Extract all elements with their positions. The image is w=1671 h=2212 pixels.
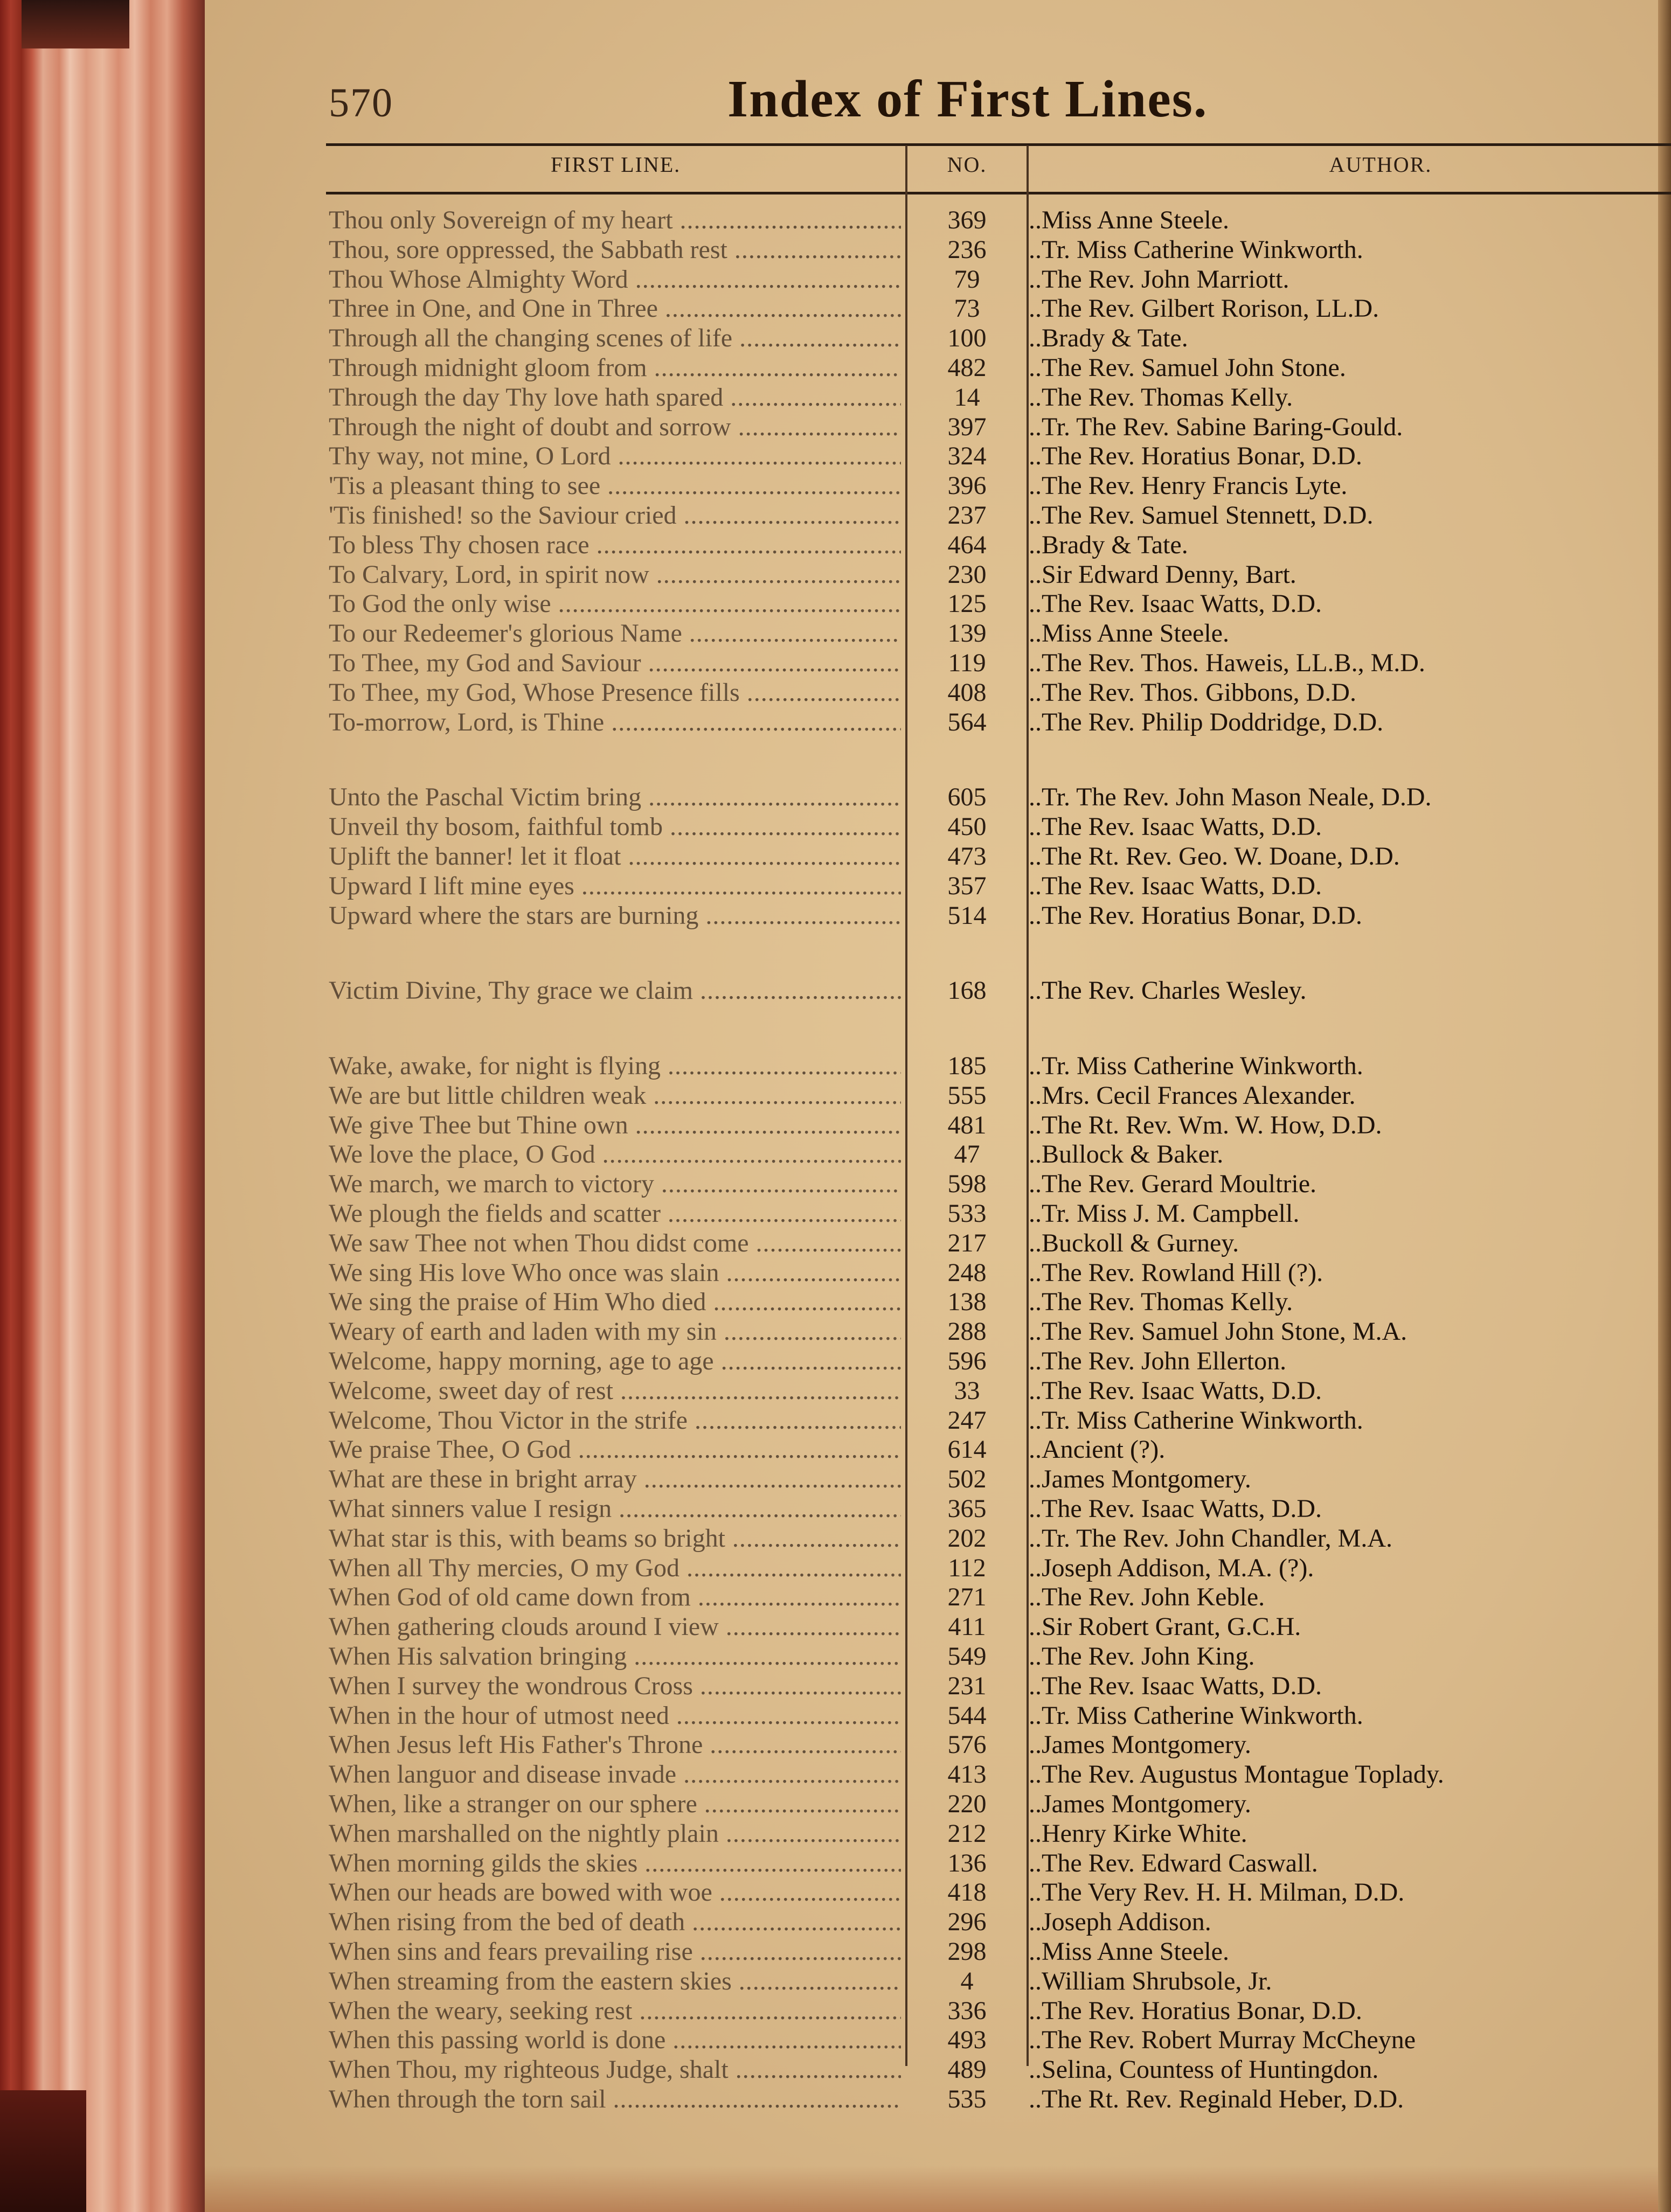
first-line-text: Thou, sore oppressed, the Sabbath rest ..... xyxy=(329,235,901,265)
hymn-number: 112 xyxy=(948,1554,986,1582)
author-text: ..Tr. Miss J. M. Campbell. xyxy=(1029,1199,1300,1228)
index-row xyxy=(205,442,1658,471)
index-row xyxy=(205,1140,1658,1169)
first-line-text: When in the hour of utmost need ..... xyxy=(329,1701,901,1730)
hymn-number: 336 xyxy=(947,1997,987,2025)
index-row xyxy=(205,649,1658,678)
hymn-number: 576 xyxy=(947,1730,987,1759)
author-text: ..James Montgomery. xyxy=(1029,1790,1251,1818)
author-text: ..The Rt. Rev. Reginald Heber, D.D. xyxy=(1029,2085,1404,2113)
first-line-text: We love the place, O God ..... xyxy=(329,1140,901,1169)
column-header-first-line: FIRST LINE. xyxy=(550,152,681,177)
hymn-number: 489 xyxy=(947,2055,987,2084)
index-row xyxy=(205,1849,1658,1878)
index-row xyxy=(205,976,1658,1005)
index-row xyxy=(205,842,1658,871)
author-text: ..The Rev. Rowland Hill (?). xyxy=(1029,1258,1323,1287)
hymn-number: 413 xyxy=(947,1760,987,1789)
index-row xyxy=(205,1347,1658,1376)
hymn-number: 418 xyxy=(947,1878,987,1907)
first-line-text: When gathering clouds around I view ..... xyxy=(329,1612,901,1641)
first-line-text: We praise Thee, O God ..... xyxy=(329,1435,901,1464)
index-row xyxy=(205,1878,1658,1907)
first-line-text: 'Tis a pleasant thing to see ..... xyxy=(329,471,901,500)
hymn-number: 549 xyxy=(947,1642,987,1671)
first-line-text: Welcome, happy morning, age to age ..... xyxy=(329,1347,901,1376)
index-row xyxy=(205,1908,1658,1937)
hymn-number: 544 xyxy=(947,1701,987,1730)
first-line-text: When our heads are bowed with woe ..... xyxy=(329,1878,901,1907)
index-row xyxy=(205,1376,1658,1406)
index-row xyxy=(205,1554,1658,1583)
first-line-text: When I survey the wondrous Cross ..... xyxy=(329,1672,901,1701)
first-line-text: To God the only wise ..... xyxy=(329,589,901,618)
hymn-number: 236 xyxy=(947,235,987,264)
hymn-number: 369 xyxy=(947,206,987,234)
index-row xyxy=(205,2026,1658,2055)
first-line-text: When languor and disease invade ..... xyxy=(329,1760,901,1789)
hymn-number: 247 xyxy=(947,1406,987,1435)
first-line-text: When, like a stranger on our sphere ..... xyxy=(329,1790,901,1819)
hymn-number: 596 xyxy=(947,1347,987,1375)
first-line-text: When through the torn sail ..... xyxy=(329,2085,901,2114)
first-line-text: To Thee, my God and Saviour ..... xyxy=(329,649,901,678)
first-line-text: Welcome, Thou Victor in the strife ..... xyxy=(329,1406,901,1435)
author-text: ..Tr. The Rev. John Mason Neale, D.D. xyxy=(1029,783,1432,811)
author-text: ..Miss Anne Steele. xyxy=(1029,1937,1229,1966)
hymn-number: 217 xyxy=(947,1229,987,1257)
author-text: ..The Rev. Horatius Bonar, D.D. xyxy=(1029,442,1362,470)
index-row xyxy=(205,1790,1658,1819)
index-row xyxy=(205,1937,1658,1966)
hymn-number: 493 xyxy=(947,2026,987,2054)
hymn-number: 185 xyxy=(947,1052,987,1080)
author-text: ..Brady & Tate. xyxy=(1029,531,1188,559)
index-row xyxy=(205,783,1658,812)
author-text: ..James Montgomery. xyxy=(1029,1465,1251,1493)
column-header-author: AUTHOR. xyxy=(1329,152,1432,177)
header-rule-top xyxy=(326,143,1671,146)
author-text: ..The Rt. Rev. Geo. W. Doane, D.D. xyxy=(1029,842,1400,871)
index-row xyxy=(205,1170,1658,1199)
hymn-number: 564 xyxy=(947,708,987,736)
first-line-text: Victim Divine, Thy grace we claim ..... xyxy=(329,976,901,1005)
index-row xyxy=(205,708,1658,737)
author-text: ..The Rev. Augustus Montague Toplady. xyxy=(1029,1760,1444,1789)
hymn-number: 14 xyxy=(954,383,980,412)
author-text: ..The Rev. Robert Murray McCheyne xyxy=(1029,2026,1416,2054)
first-line-text: Weary of earth and laden with my sin ..... xyxy=(329,1317,901,1346)
first-line-text: When morning gilds the skies ..... xyxy=(329,1849,901,1878)
hymn-number: 136 xyxy=(947,1849,987,1877)
index-row xyxy=(205,531,1658,560)
author-text: ..The Rev. Gerard Moultrie. xyxy=(1029,1170,1317,1198)
index-row xyxy=(205,1111,1658,1140)
hymn-number: 231 xyxy=(947,1672,987,1700)
index-row xyxy=(205,413,1658,442)
index-row xyxy=(205,1229,1658,1258)
hymn-number: 357 xyxy=(947,872,987,900)
author-text: ..Bullock & Baker. xyxy=(1029,1140,1224,1168)
first-line-text: Three in One, and One in Three ..... xyxy=(329,294,901,323)
author-text: ..Selina, Countess of Huntingdon. xyxy=(1029,2055,1379,2084)
author-text: ..The Rev. Edward Caswall. xyxy=(1029,1849,1318,1877)
first-line-text: Through the day Thy love hath spared ..... xyxy=(329,383,901,412)
index-row xyxy=(205,1435,1658,1464)
hymn-number: 168 xyxy=(947,976,987,1005)
author-text: ..The Rev. Isaac Watts, D.D. xyxy=(1029,589,1322,618)
author-text: ..James Montgomery. xyxy=(1029,1730,1251,1759)
hymn-number: 296 xyxy=(947,1908,987,1936)
index-row xyxy=(205,1199,1658,1228)
hymn-number: 79 xyxy=(954,265,980,294)
author-text: ..Henry Kirke White. xyxy=(1029,1819,1247,1848)
author-text: ..The Rev. Horatius Bonar, D.D. xyxy=(1029,901,1362,930)
author-text: ..The Rev. Charles Wesley. xyxy=(1029,976,1307,1005)
binding-top-shadow xyxy=(22,0,129,48)
author-text: ..Ancient (?). xyxy=(1029,1435,1166,1464)
hymn-number: 230 xyxy=(947,560,987,589)
first-line-text: To Thee, my God, Whose Presence fills ..... xyxy=(329,678,901,707)
author-text: ..Sir Edward Denny, Bart. xyxy=(1029,560,1296,589)
index-row xyxy=(205,324,1658,353)
hymn-number: 4 xyxy=(960,1967,974,1995)
first-line-text: When rising from the bed of death ..... xyxy=(329,1908,901,1937)
index-row xyxy=(205,265,1658,294)
index-row xyxy=(205,383,1658,412)
book-binding-edge xyxy=(0,0,205,2212)
index-row xyxy=(205,501,1658,530)
first-line-text: We are but little children weak ..... xyxy=(329,1081,901,1110)
hymn-number: 220 xyxy=(947,1790,987,1818)
first-line-text: Unto the Paschal Victim bring ..... xyxy=(329,783,901,812)
first-line-text: To bless Thy chosen race ..... xyxy=(329,531,901,560)
first-line-text: Upward where the stars are burning ..... xyxy=(329,901,901,930)
first-line-text: When this passing world is done ..... xyxy=(329,2026,901,2055)
index-row xyxy=(205,1081,1658,1110)
first-line-text: We give Thee but Thine own ..... xyxy=(329,1111,901,1140)
first-line-text: Through midnight gloom from ..... xyxy=(329,353,901,382)
author-text: ..The Rev. Philip Doddridge, D.D. xyxy=(1029,708,1384,736)
first-line-text: What star is this, with beams so bright ..... xyxy=(329,1524,901,1553)
author-text: ..The Very Rev. H. H. Milman, D.D. xyxy=(1029,1878,1405,1907)
first-line-text: When Jesus left His Father's Throne ..... xyxy=(329,1730,901,1759)
index-row xyxy=(205,1524,1658,1553)
hymn-number: 271 xyxy=(947,1583,987,1611)
first-line-text: Through all the changing scenes of life ..... xyxy=(329,324,901,353)
first-line-text: We sing His love Who once was slain ..... xyxy=(329,1258,901,1288)
index-row xyxy=(205,1288,1658,1317)
hymn-number: 605 xyxy=(947,783,987,811)
hymn-number: 237 xyxy=(947,501,987,530)
index-row xyxy=(205,1730,1658,1759)
first-line-text: To Calvary, Lord, in spirit now ..... xyxy=(329,560,901,589)
first-line-text: When Thou, my righteous Judge, shalt ..... xyxy=(329,2055,901,2084)
author-text: ..The Rev. Isaac Watts, D.D. xyxy=(1029,812,1322,841)
index-row xyxy=(205,1612,1658,1641)
index-row xyxy=(205,812,1658,841)
index-row xyxy=(205,235,1658,265)
hymn-number: 464 xyxy=(947,531,987,559)
author-text: ..Tr. Miss Catherine Winkworth. xyxy=(1029,1052,1363,1080)
first-line-text: Unveil thy bosom, faithful tomb ..... xyxy=(329,812,901,841)
hymn-number: 138 xyxy=(947,1288,987,1316)
hymn-number: 365 xyxy=(947,1494,987,1523)
hymn-number: 598 xyxy=(947,1170,987,1198)
first-line-text: When the weary, seeking rest ..... xyxy=(329,1997,901,2026)
index-row xyxy=(205,589,1658,618)
first-line-text: When marshalled on the nightly plain ..... xyxy=(329,1819,901,1848)
hymn-number: 100 xyxy=(947,324,987,352)
author-text: ..Tr. The Rev. John Chandler, M.A. xyxy=(1029,1524,1392,1553)
author-text: ..The Rev. John Ellerton. xyxy=(1029,1347,1287,1375)
author-text: ..The Rev. Samuel John Stone, M.A. xyxy=(1029,1317,1407,1346)
index-row xyxy=(205,1672,1658,1701)
index-row xyxy=(205,1494,1658,1524)
index-row xyxy=(205,1583,1658,1612)
index-row xyxy=(205,1465,1658,1494)
index-row xyxy=(205,1052,1658,1081)
first-line-text: We plough the fields and scatter ..... xyxy=(329,1199,901,1228)
first-line-text: We sing the praise of Him Who died ..... xyxy=(329,1288,901,1317)
first-line-text: We march, we march to victory ..... xyxy=(329,1170,901,1199)
hymn-number: 119 xyxy=(948,649,986,677)
first-line-text: What are these in bright array ..... xyxy=(329,1465,901,1494)
index-row xyxy=(205,206,1658,235)
hymn-number: 450 xyxy=(947,812,987,841)
index-row xyxy=(205,901,1658,930)
first-line-text: To our Redeemer's glorious Name ..... xyxy=(329,619,901,648)
author-text: ..The Rev. John King. xyxy=(1029,1642,1255,1671)
index-row xyxy=(205,2055,1658,2084)
author-text: ..The Rt. Rev. Wm. W. How, D.D. xyxy=(1029,1111,1382,1139)
first-line-text: When all Thy mercies, O my God ..... xyxy=(329,1554,901,1583)
hymn-number: 248 xyxy=(947,1258,987,1287)
hymn-number: 535 xyxy=(947,2085,987,2113)
author-text: ..The Rev. Henry Francis Lyte. xyxy=(1029,471,1348,500)
hymn-number: 212 xyxy=(947,1819,987,1848)
page-title: Index of First Lines. xyxy=(727,70,1208,128)
hymn-number: 482 xyxy=(947,353,987,382)
hymn-number: 397 xyxy=(947,413,987,441)
first-line-text: Thou only Sovereign of my heart ..... xyxy=(329,206,901,235)
hymn-number: 202 xyxy=(947,1524,987,1553)
index-row xyxy=(205,471,1658,500)
index-row xyxy=(205,1760,1658,1789)
author-text: ..The Rev. Thomas Kelly. xyxy=(1029,1288,1293,1316)
hymn-number: 33 xyxy=(954,1376,980,1405)
author-text: ..Buckoll & Gurney. xyxy=(1029,1229,1239,1257)
hymn-number: 533 xyxy=(947,1199,987,1228)
author-text: ..The Rev. Isaac Watts, D.D. xyxy=(1029,1494,1322,1523)
hymn-number: 288 xyxy=(947,1317,987,1346)
author-text: ..The Rev. Samuel John Stone. xyxy=(1029,353,1346,382)
author-text: ..Mrs. Cecil Frances Alexander. xyxy=(1029,1081,1356,1110)
author-text: ..Joseph Addison, M.A. (?). xyxy=(1029,1554,1314,1582)
index-row xyxy=(205,1258,1658,1288)
hymn-number: 324 xyxy=(947,442,987,470)
first-line-text: When streaming from the eastern skies ..... xyxy=(329,1967,901,1996)
first-line-text: Through the night of doubt and sorrow ..... xyxy=(329,413,901,442)
author-text: ..The Rev. Isaac Watts, D.D. xyxy=(1029,1672,1322,1700)
hymn-number: 73 xyxy=(954,294,980,323)
author-text: ..The Rev. Horatius Bonar, D.D. xyxy=(1029,1997,1362,2025)
index-row xyxy=(205,1701,1658,1730)
author-text: ..William Shrubsole, Jr. xyxy=(1029,1967,1272,1995)
author-text: ..Sir Robert Grant, G.C.H. xyxy=(1029,1612,1301,1641)
hymn-number: 514 xyxy=(947,901,987,930)
first-line-text: To-morrow, Lord, is Thine ..... xyxy=(329,708,901,737)
author-text: ..Brady & Tate. xyxy=(1029,324,1188,352)
hymn-number: 502 xyxy=(947,1465,987,1493)
author-text: ..The Rev. Thos. Gibbons, D.D. xyxy=(1029,678,1356,707)
author-text: ..The Rev. Thos. Haweis, LL.B., M.D. xyxy=(1029,649,1425,677)
hymn-number: 411 xyxy=(948,1612,986,1641)
author-text: ..Tr. The Rev. Sabine Baring-Gould. xyxy=(1029,413,1403,441)
first-line-text: Upward I lift mine eyes ..... xyxy=(329,872,901,901)
author-text: ..The Rev. Isaac Watts, D.D. xyxy=(1029,1376,1322,1405)
index-row xyxy=(205,1819,1658,1848)
first-line-text: When God of old came down from ..... xyxy=(329,1583,901,1612)
index-row xyxy=(205,294,1658,323)
author-text: ..The Rev. Samuel Stennett, D.D. xyxy=(1029,501,1374,530)
index-row xyxy=(205,1642,1658,1671)
header-rule-bottom xyxy=(326,192,1671,194)
hymn-number: 139 xyxy=(947,619,987,648)
hymn-number: 555 xyxy=(947,1081,987,1110)
column-header-number: NO. xyxy=(947,152,987,177)
author-text: ..Tr. Miss Catherine Winkworth. xyxy=(1029,1406,1363,1435)
hymn-number: 408 xyxy=(947,678,987,707)
author-text: ..The Rev. John Marriott. xyxy=(1029,265,1289,294)
book-page xyxy=(205,0,1658,2212)
first-line-text: Thy way, not mine, O Lord ..... xyxy=(329,442,901,471)
author-text: ..Miss Anne Steele. xyxy=(1029,619,1229,648)
author-text: ..The Rev. John Keble. xyxy=(1029,1583,1265,1611)
index-row xyxy=(205,872,1658,901)
first-line-text: When His salvation bringing ..... xyxy=(329,1642,901,1671)
index-row xyxy=(205,1406,1658,1435)
hymn-number: 481 xyxy=(947,1111,987,1139)
index-row xyxy=(205,353,1658,382)
index-row xyxy=(205,1317,1658,1346)
first-line-text: 'Tis finished! so the Saviour cried ..... xyxy=(329,501,901,530)
first-line-text: We saw Thee not when Thou didst come ..... xyxy=(329,1229,901,1258)
index-row xyxy=(205,619,1658,648)
hymn-number: 47 xyxy=(954,1140,980,1168)
index-row xyxy=(205,560,1658,589)
first-line-text: What sinners value I resign ..... xyxy=(329,1494,901,1524)
index-row xyxy=(205,678,1658,707)
author-text: ..The Rev. Isaac Watts, D.D. xyxy=(1029,872,1322,900)
first-line-text: Wake, awake, for night is flying ..... xyxy=(329,1052,901,1081)
hymn-number: 298 xyxy=(947,1937,987,1966)
page-number: 570 xyxy=(329,80,393,126)
hymn-number: 396 xyxy=(947,471,987,500)
hymn-number: 614 xyxy=(947,1435,987,1464)
hymn-number: 125 xyxy=(947,589,987,618)
first-line-text: When sins and fears prevailing rise ..... xyxy=(329,1937,901,1966)
page-bottom-shade xyxy=(205,2166,1658,2212)
author-text: ..Tr. Miss Catherine Winkworth. xyxy=(1029,1701,1363,1730)
author-text: ..Joseph Addison. xyxy=(1029,1908,1211,1936)
first-line-text: Welcome, sweet day of rest ..... xyxy=(329,1376,901,1406)
hymn-number: 473 xyxy=(947,842,987,871)
first-line-text: Thou Whose Almighty Word ..... xyxy=(329,265,901,294)
author-text: ..The Rev. Gilbert Rorison, LL.D. xyxy=(1029,294,1379,323)
index-row xyxy=(205,2085,1658,2114)
author-text: ..The Rev. Thomas Kelly. xyxy=(1029,383,1293,412)
author-text: ..Tr. Miss Catherine Winkworth. xyxy=(1029,235,1363,264)
binding-bottom-shadow xyxy=(0,2090,86,2212)
author-text: ..Miss Anne Steele. xyxy=(1029,206,1229,234)
index-row xyxy=(205,1997,1658,2026)
index-row xyxy=(205,1967,1658,1996)
first-line-text: Uplift the banner! let it float ..... xyxy=(329,842,901,871)
